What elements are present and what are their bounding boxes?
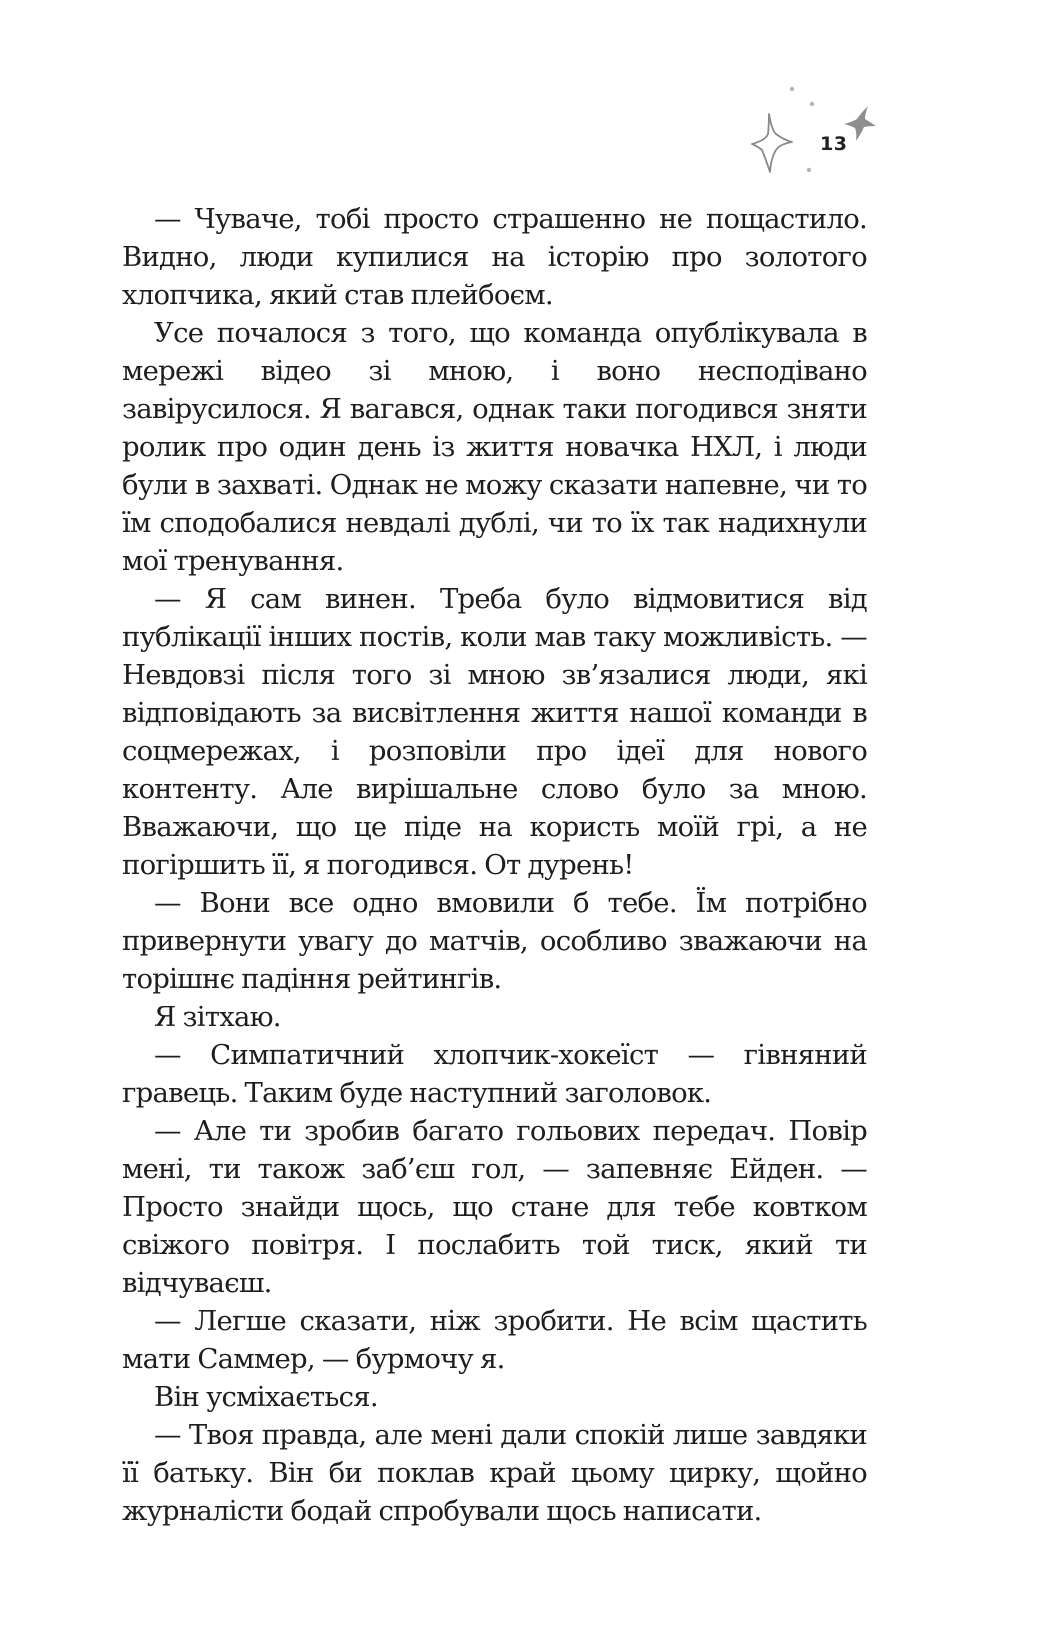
paragraph: — Вони все одно вмовили б тебе. Їм потрібно привернути увагу до матчів, особливо зважаючи на торішнє падіння рейтингів.	[122, 887, 867, 995]
dot-icon	[790, 87, 794, 91]
dot-icon	[810, 102, 814, 106]
paragraph: — Я сам винен. Треба було відмовитися від публікації інших постів, коли мав таку можливість. — Невдовзі після того зі мною зв’язалися люди, які відповідають за висвітлення життя нашої команди в соцмережах, і розповіли про ідеї для нового контенту. Але вирішальне слово було за мною. Вважаючи, що це піде на користь моїй грі, а не погіршить її, я погодився. От дурень!	[122, 583, 867, 881]
paragraph: — Але ти зробив багато гольових передач. Повір мені, ти також заб’єш гол, — запевняє Ейден. — Просто знайди щось, що стане для тебе ковтком свіжого повітря. І послабить той тиск, який ти відчуваєш.	[122, 1115, 867, 1299]
page-header	[740, 80, 920, 190]
body-text	[122, 200, 867, 1530]
paragraph: Я зітхаю.	[154, 1001, 281, 1033]
page-number: 13	[820, 133, 848, 155]
paragraph: — Легше сказати, ніж зробити. Не всім щастить мати Саммер, — бурмочу я.	[122, 1305, 867, 1375]
paragraph: — Симпатичний хлопчик-хокеїст — гівняний гравець. Таким буде наступний заголовок.	[122, 1039, 867, 1109]
outline-star-icon	[752, 114, 792, 172]
paragraph: — Твоя правда, але мені дали спокій лише завдяки її батьку. Він би поклав край цьому цирку, щойно журналісти бодай спробували щось написати.	[122, 1419, 867, 1527]
dot-icon	[807, 168, 811, 172]
paragraph: — Чуваче, тобі просто страшенно не пощастило. Видно, люди купилися на історію про золотого хлопчика, який став плейбоєм.	[122, 203, 867, 311]
paragraph: Він усміхається.	[154, 1381, 378, 1413]
paragraph: Усе почалося з того, що команда опублікувала в мережі відео зі мною, і воно несподівано завірусилося. Я вагався, однак таки погодився зняти ролик про один день із життя новачка НХЛ, і люди були в захваті. Однак не можу сказати напевне, чи то їм сподобалися невдалі дублі, чи то їх так надихнули мої тренування.	[122, 317, 867, 577]
